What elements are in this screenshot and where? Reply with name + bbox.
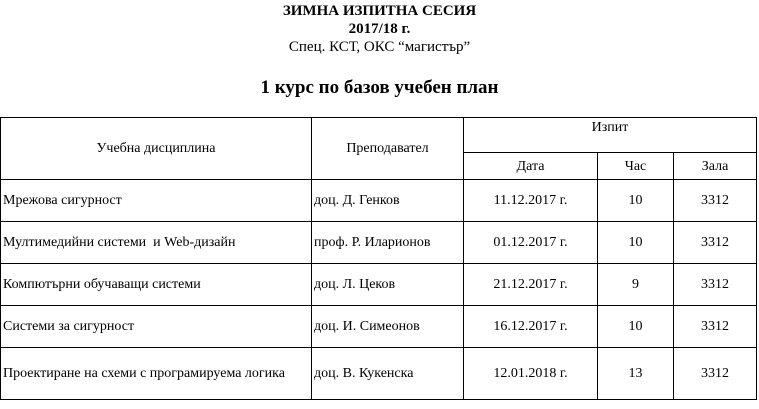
teacher-cell: доц. В. Кукенска (312, 348, 464, 400)
date-cell: 21.12.2017 г. (464, 264, 598, 306)
hour-cell: 10 (598, 180, 674, 222)
plan-title: 1 курс по базов учебен план (260, 77, 499, 98)
header-room: Зала (674, 153, 757, 180)
header-exam: Изпит (464, 118, 757, 153)
discipline-cell: Мрежова сигурност (1, 180, 312, 222)
date-cell: 16.12.2017 г. (464, 306, 598, 348)
discipline-cell: Компютърни обучаващи системи (1, 264, 312, 306)
hour-cell: 9 (598, 264, 674, 306)
discipline-cell: Системи за сигурност (1, 306, 312, 348)
discipline-cell: Мултимедийни системи и Web-дизайн (1, 222, 312, 264)
table-header-row (1, 118, 757, 153)
table-row (1, 264, 757, 306)
teacher-cell: доц. Д. Генков (312, 180, 464, 222)
date-cell: 12.01.2018 г. (464, 348, 598, 400)
room-cell: 3312 (674, 264, 757, 306)
hour-cell: 13 (598, 348, 674, 400)
teacher-cell: проф. Р. Иларионов (312, 222, 464, 264)
date-cell: 11.12.2017 г. (464, 180, 598, 222)
exam-schedule-table (0, 117, 757, 400)
teacher-cell: доц. И. Симеонов (312, 306, 464, 348)
header-date: Дата (464, 153, 598, 180)
date-cell: 01.12.2017 г. (464, 222, 598, 264)
table-row (1, 180, 757, 222)
table-row (1, 306, 757, 348)
room-cell: 3312 (674, 180, 757, 222)
room-cell: 3312 (674, 222, 757, 264)
session-title: ЗИМНА ИЗПИТНА СЕСИЯ (282, 3, 477, 19)
table-row (1, 348, 757, 400)
room-cell: 3312 (674, 306, 757, 348)
hour-cell: 10 (598, 306, 674, 348)
hour-cell: 10 (598, 222, 674, 264)
academic-year: 2017/18 г. (348, 21, 411, 37)
room-cell: 3312 (674, 348, 757, 400)
table-row (1, 222, 757, 264)
teacher-cell: доц. Л. Цеков (312, 264, 464, 306)
header-discipline: Учебна дисциплина (1, 118, 312, 180)
header-hour: Час (598, 153, 674, 180)
specialty-line: Спец. КСТ, ОКС “магистър” (288, 39, 471, 55)
discipline-cell: Проектиране на схеми с програмируема логика (1, 348, 312, 400)
header-teacher: Преподавател (312, 118, 464, 180)
